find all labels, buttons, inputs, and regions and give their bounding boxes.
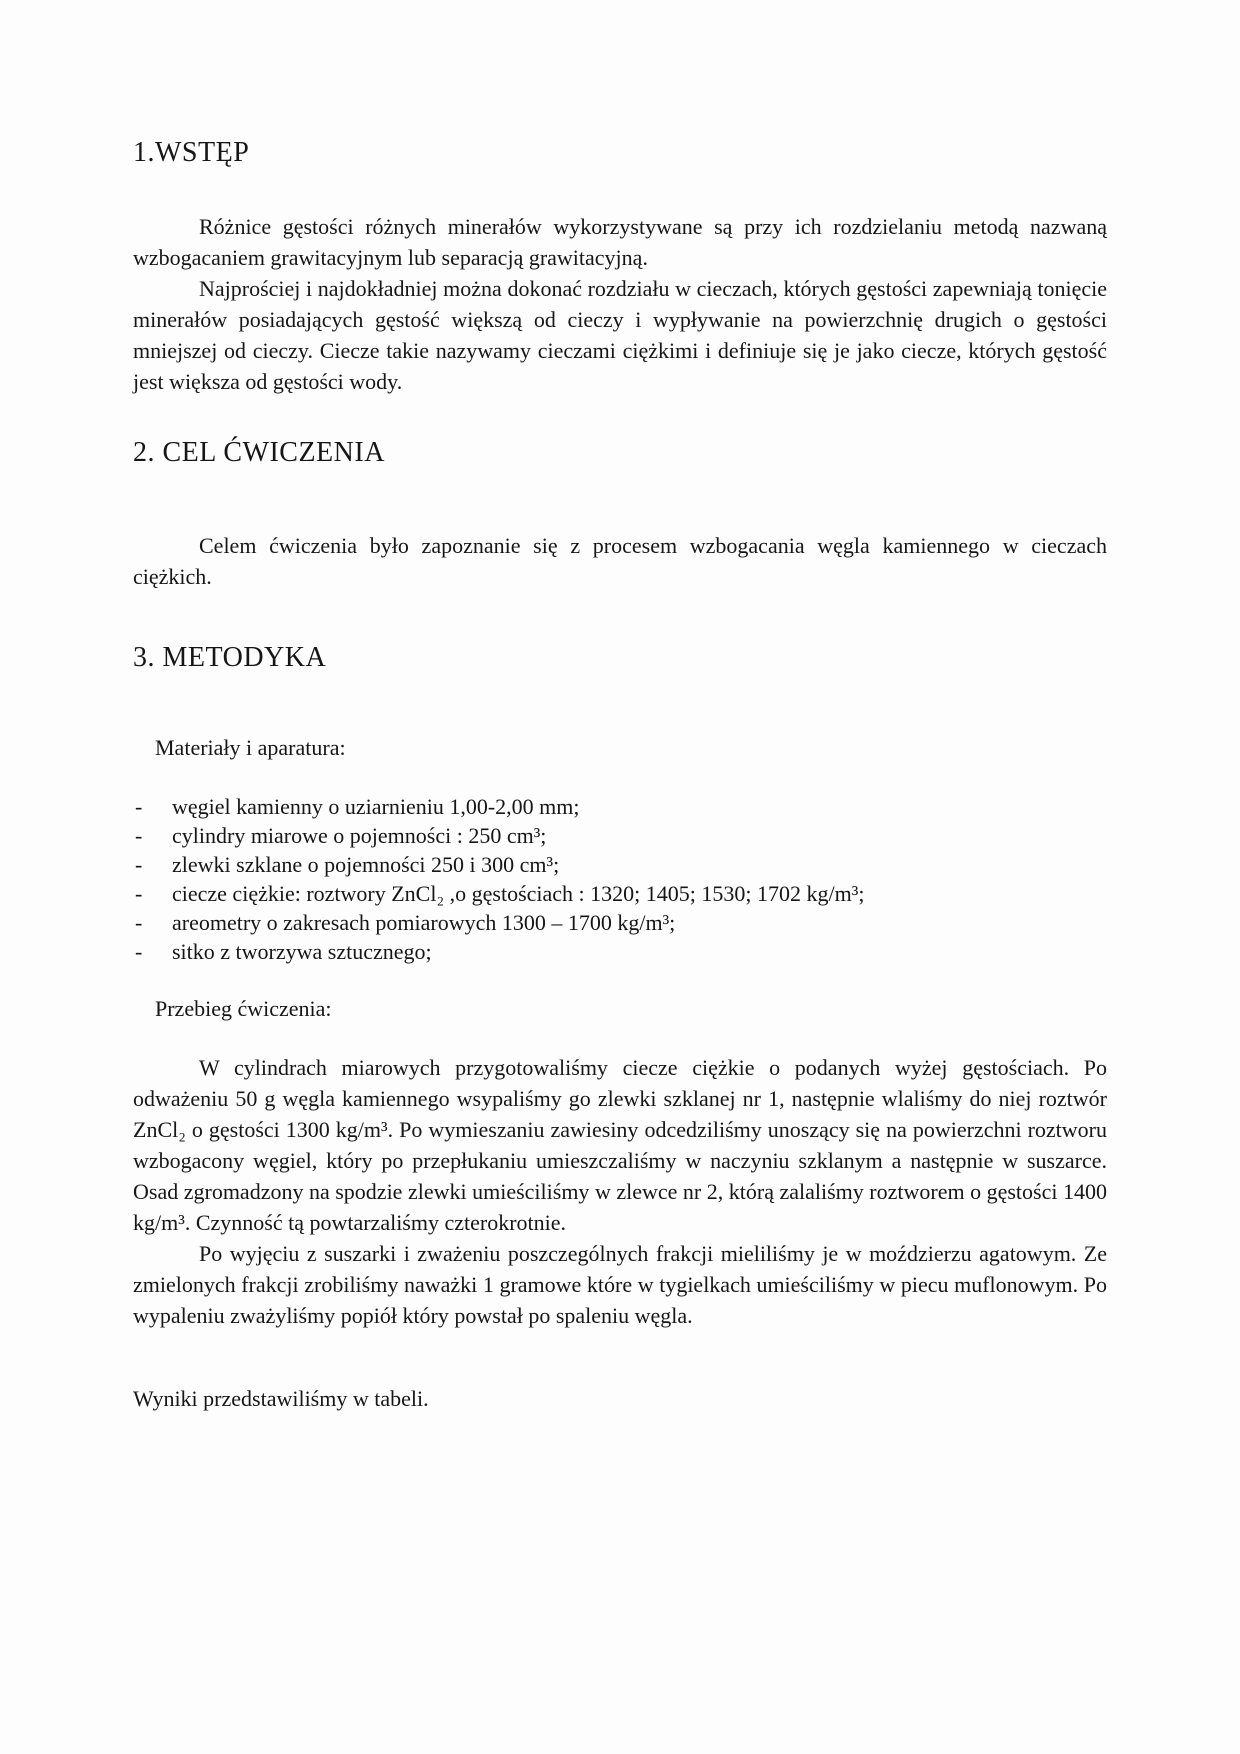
cel-paragraph: Celem ćwiczenia było zapoznanie się z procesem wzbogacania węgla kamiennego w cieczach ciężkich. [133,533,1107,589]
list-item-text: cylindry miarowe o pojemności : 250 cm³; [172,823,547,848]
list-item-text: areometry o zakresach pomiarowych 1300 – 1700 kg/m³; [172,910,676,935]
list-item-text: sitko z tworzywa sztucznego; [172,939,432,964]
list-item [133,908,1107,937]
list-item-text: ciecze ciężkie: roztwory ZnCl₂ ,o gęstościach : 1320; 1405; 1530; 1702 kg/m³; [172,881,865,906]
list-item [133,937,1107,966]
list-item [133,821,1107,850]
section-heading-metodyka: 3. METODYKA [133,642,327,673]
list-item-text: węgiel kamienny o uziarnieniu 1,00-2,00 mm; [172,794,580,819]
wstep-paragraph-2: Najprościej i najdokładniej można dokonać rozdziału w cieczach, których gęstości zapewniają tonięcie minerałów posiadających gęstość większą od cieczy i wypływanie na powierzchnię drugich o gęstości mniejszej od cieczy. Ciecze takie nazywamy cieczami ciężkimi i definiuje się je jako ciecze, których gęstość jest większa od gęstości wody. [133,276,1107,394]
procedure-label: Przebieg ćwiczenia: [155,996,332,1021]
list-item [133,879,1107,908]
dash-bullet: - [135,910,143,935]
dash-bullet: - [135,823,143,848]
list-item [133,792,1107,821]
list-item-text: zlewki szklane o pojemności 250 i 300 cm³; [172,852,560,877]
dash-bullet: - [135,939,143,964]
list-item [133,850,1107,879]
dash-bullet: - [135,881,143,906]
results-note: Wyniki przedstawiliśmy w tabeli. [133,1386,429,1411]
materials-label: Materiały i aparatura: [155,735,346,760]
dash-bullet: - [135,794,143,819]
wstep-paragraph-1: Różnice gęstości różnych minerałów wykorzystywane są przy ich rozdzielaniu metodą nazwaną wzbogacaniem grawitacyjnym lub separacją grawitacyjną. [133,214,1107,270]
procedure-paragraph-2: Po wyjęciu z suszarki i zważeniu poszczególnych frakcji mieliliśmy je w moździerzu agatowym. Ze zmielonych frakcji zrobiliśmy naważki 1 gramowe które w tygielkach umieściliśmy w piecu muflonowym. Po wypaleniu zważyliśmy popiół który powstał po spaleniu węgla. [133,1241,1107,1328]
section-heading-wstep: 1.WSTĘP [133,137,250,168]
procedure-paragraph-1: W cylindrach miarowych przygotowaliśmy ciecze ciężkie o podanych wyżej gęstościach. Po odważeniu 50 g węgla kamiennego wsypaliśmy go zlewki szklanej nr 1, następnie wlaliśmy do niej roztwór ZnCl₂ o gęstości 1300 kg/m³. Po wymieszaniu zawiesiny odcedziliśmy unoszący się na powierzchni roztworu wzbogacony węgiel, który po przepłukaniu umieszczaliśmy w naczyniu szklanym a następnie w suszarce. Osad zgromadzony na spodzie zlewki umieściliśmy w zlewce nr 2, którą zalaliśmy roztworem o gęstości 1400 kg/m³. Czynność tą powtarzaliśmy czterokrotnie. [133,1055,1107,1235]
dash-bullet: - [135,852,143,877]
materials-list [133,792,1107,966]
section-heading-cel: 2. CEL ĆWICZENIA [133,437,385,468]
